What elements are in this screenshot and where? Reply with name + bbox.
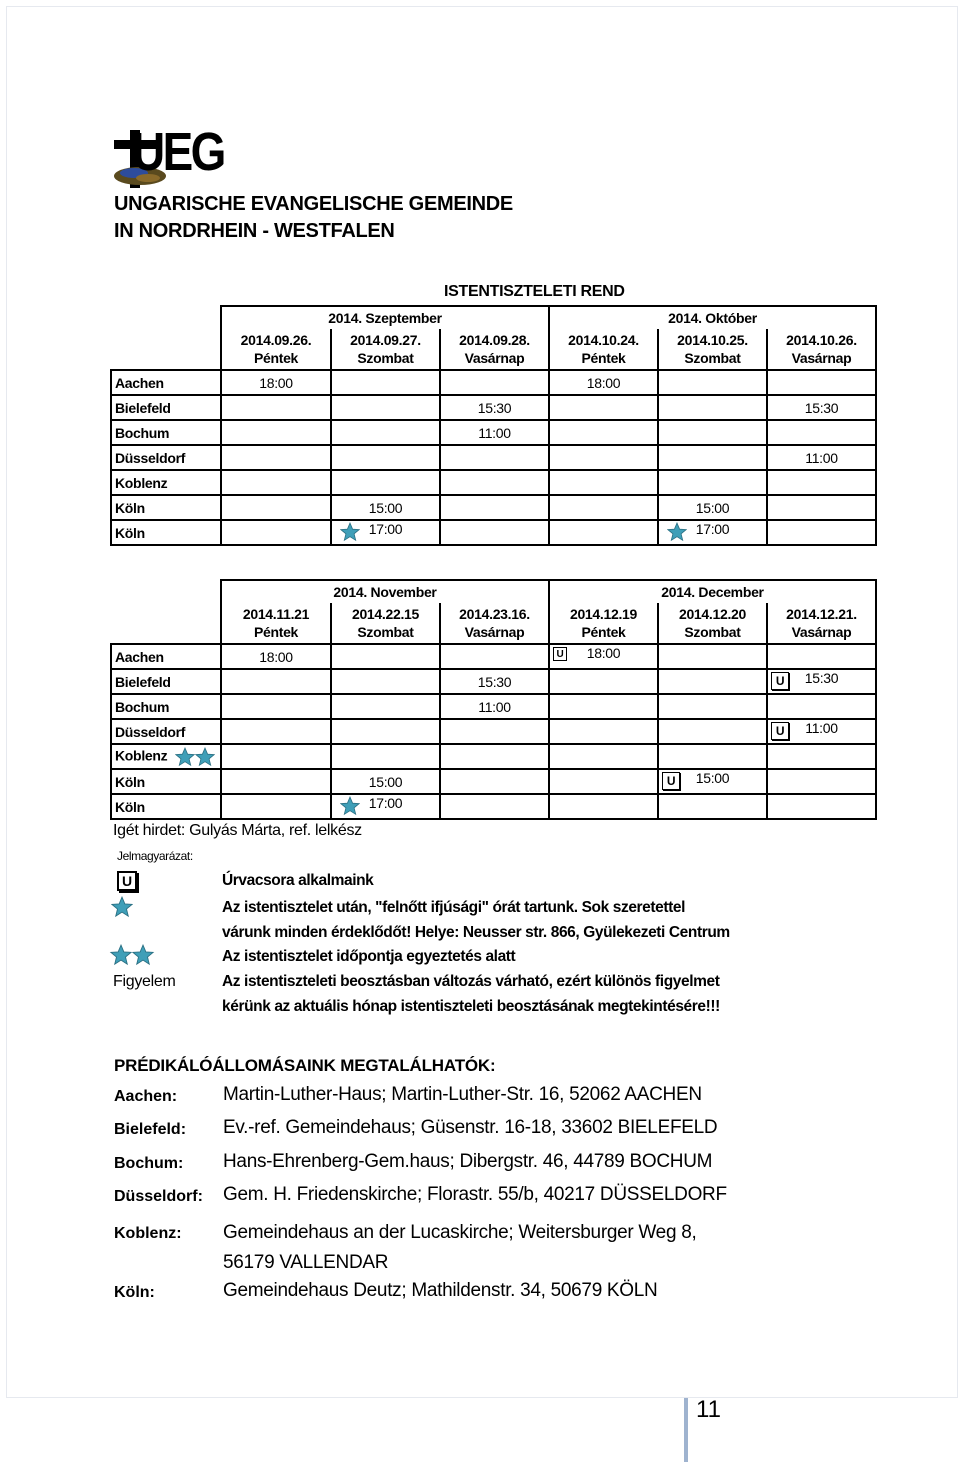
- time-value: 17:00: [368, 795, 403, 811]
- time-cell: [549, 794, 658, 819]
- time-cell: [440, 445, 549, 470]
- location-cell: Düsseldorf: [111, 719, 221, 744]
- time-cell: 15:30: [767, 395, 876, 420]
- location-cell: Bochum: [111, 420, 221, 445]
- location-cell: Köln: [111, 769, 221, 794]
- time-value: 15:30: [804, 670, 839, 686]
- communion-icon: U: [771, 722, 789, 740]
- time-cell: [767, 644, 876, 669]
- time-cell: [440, 744, 549, 769]
- table-row: [111, 395, 876, 420]
- time-cell: [658, 470, 767, 495]
- time-value: 15:00: [695, 770, 730, 786]
- location-cell: Köln: [111, 495, 221, 520]
- date-header: 2014.22.15 Szombat: [331, 603, 440, 644]
- time-cell: [549, 769, 658, 794]
- time-cell: [221, 794, 331, 819]
- time-cell: [221, 669, 331, 694]
- time-cell: [221, 395, 331, 420]
- address-text: Ev.-ref. Gemeindehaus; Güsenstr. 16-18, 33602 BIELEFELD: [223, 1117, 718, 1138]
- address-text: Gem. H. Friedenskirche; Florastr. 55/b, 40217 DÜSSELDORF: [223, 1184, 727, 1205]
- time-cell: 11:00: [440, 694, 549, 719]
- date-header: 2014.12.19 Péntek: [549, 603, 658, 644]
- time-cell: [221, 420, 331, 445]
- time-cell: [549, 669, 658, 694]
- date-header: 2014.12.21. Vasárnap: [767, 603, 876, 644]
- time-cell: [331, 694, 440, 719]
- time-cell: [440, 794, 549, 819]
- time-cell: [658, 420, 767, 445]
- time-cell: [331, 420, 440, 445]
- time-value: 18:00: [586, 645, 621, 661]
- org-name-line2: IN NORDRHEIN - WESTFALEN: [114, 220, 395, 242]
- time-cell: [549, 395, 658, 420]
- time-cell: [767, 769, 876, 794]
- table-row: [111, 470, 876, 495]
- date-header: 2014.10.25. Szombat: [658, 329, 767, 370]
- table-row: [111, 370, 876, 395]
- table-row: [111, 420, 876, 445]
- month-header: 2014. Szeptember: [221, 306, 549, 329]
- time-cell: 18:00: [549, 370, 658, 395]
- address-city: Bochum:: [114, 1155, 184, 1172]
- time-cell: [331, 644, 440, 669]
- attention-line1: Az istentiszteleti beosztásban változás várható, ezért különös figyelmet: [222, 973, 720, 990]
- time-cell: [549, 445, 658, 470]
- table-row: [111, 644, 876, 669]
- time-cell: [549, 495, 658, 520]
- time-cell: [658, 395, 767, 420]
- address-text: Martin-Luther-Haus; Martin-Luther-Str. 16, 52062 AACHEN: [223, 1084, 702, 1105]
- time-cell: [767, 495, 876, 520]
- time-cell-starred: [658, 520, 767, 545]
- star-icon: [667, 522, 687, 542]
- time-cell: [440, 495, 549, 520]
- time-value: 17:00: [695, 521, 730, 537]
- table-row: [111, 769, 876, 794]
- table-row: [111, 719, 876, 744]
- time-value: 11:00: [805, 720, 838, 736]
- address-city: Düsseldorf:: [114, 1188, 203, 1205]
- time-cell: [221, 495, 331, 520]
- time-cell: [331, 395, 440, 420]
- page-number-bar: [684, 1398, 688, 1462]
- time-cell: [221, 744, 331, 769]
- legend-star-line2: várunk minden érdeklődőt! Helye: Neusser str. 866, Gyülekezeti Centrum: [222, 924, 730, 941]
- time-cell: [331, 719, 440, 744]
- time-cell: [331, 370, 440, 395]
- time-cell: [549, 744, 658, 769]
- page-number: 11: [696, 1396, 721, 1423]
- time-cell: 15:30: [440, 669, 549, 694]
- time-cell: [221, 694, 331, 719]
- time-cell: 15:00: [331, 769, 440, 794]
- attention-line2: kérünk az aktuális hónap istentiszteleti beosztásának megtekintésére!!!: [222, 998, 720, 1015]
- time-cell: [331, 669, 440, 694]
- star-legend-icon: [111, 896, 133, 918]
- time-cell: [440, 719, 549, 744]
- time-cell: [440, 470, 549, 495]
- time-cell: [767, 420, 876, 445]
- address-city: Köln:: [114, 1284, 155, 1301]
- time-cell: [331, 470, 440, 495]
- location-cell: Bielefeld: [111, 395, 221, 420]
- table-row: [111, 520, 876, 545]
- date-header: 2014.09.27. Szombat: [331, 329, 440, 370]
- date-header: 2014.11.21 Péntek: [221, 603, 331, 644]
- time-cell: [331, 445, 440, 470]
- location-cell: Aachen: [111, 644, 221, 669]
- time-cell-communion: [549, 644, 658, 669]
- location-cell: Köln: [111, 794, 221, 819]
- date-header: 2014.09.26. Péntek: [221, 329, 331, 370]
- time-cell-starred: [331, 520, 440, 545]
- time-cell-communion: [767, 669, 876, 694]
- schedule-table-sep-oct: [110, 305, 877, 546]
- time-cell: 18:00: [221, 370, 331, 395]
- time-cell: [331, 744, 440, 769]
- time-cell: [221, 445, 331, 470]
- time-cell: [658, 744, 767, 769]
- logo-text: UEG: [132, 122, 224, 182]
- star-icon: [340, 796, 360, 816]
- table-row: [111, 744, 876, 769]
- month-header: 2014. Október: [549, 306, 876, 329]
- time-cell: 11:00: [767, 445, 876, 470]
- time-cell: [221, 719, 331, 744]
- address-text: Hans-Ehrenberg-Gem.haus; Dibergstr. 46, 44789 BOCHUM: [223, 1151, 713, 1172]
- table-row: [111, 794, 876, 819]
- communion-legend-icon: U: [117, 871, 137, 891]
- date-header: 2014.23.16. Vasárnap: [440, 603, 549, 644]
- schedule-table-nov-dec: [110, 579, 877, 820]
- time-cell: [549, 420, 658, 445]
- time-cell: [658, 669, 767, 694]
- time-cell: [440, 520, 549, 545]
- legend-star-line1: Az istentisztelet után, "felnőtt ifjúsági" órát tartunk. Sok szeretettel: [222, 899, 686, 916]
- time-cell: [221, 769, 331, 794]
- communion-icon: U: [771, 672, 789, 690]
- time-cell: 11:00: [440, 420, 549, 445]
- legend-double-star-text: Az istentisztelet időpontja egyeztetés alatt: [222, 948, 516, 965]
- addresses-heading: PRÉDIKÁLÓÁLLOMÁSAINK MEGTALÁLHATÓK:: [114, 1056, 496, 1075]
- time-cell: 18:00: [221, 644, 331, 669]
- time-cell: [549, 694, 658, 719]
- time-cell: [440, 370, 549, 395]
- time-cell: [767, 694, 876, 719]
- time-cell: [767, 370, 876, 395]
- time-cell-communion: [658, 769, 767, 794]
- legend-communion-text: Úrvacsora alkalmaink: [222, 872, 374, 889]
- time-cell: 15:00: [658, 495, 767, 520]
- location-cell: Koblenz: [111, 744, 221, 769]
- time-cell: 15:30: [440, 395, 549, 420]
- time-cell: [440, 769, 549, 794]
- communion-icon: U: [662, 772, 680, 790]
- location-cell: Aachen: [111, 370, 221, 395]
- location-cell: Bochum: [111, 694, 221, 719]
- address-text: Gemeindehaus Deutz; Mathildenstr. 34, 50679 KÖLN: [223, 1280, 658, 1301]
- attention-label: Figyelem: [113, 973, 176, 990]
- time-cell: [221, 520, 331, 545]
- location-cell: Köln: [111, 520, 221, 545]
- time-cell: [658, 445, 767, 470]
- time-cell: [767, 520, 876, 545]
- time-cell: [767, 470, 876, 495]
- date-header: 2014.12.20 Szombat: [658, 603, 767, 644]
- month-header: 2014. December: [549, 580, 876, 603]
- table-row: [111, 694, 876, 719]
- time-cell: [549, 719, 658, 744]
- time-cell: 15:00: [331, 495, 440, 520]
- time-cell: [658, 719, 767, 744]
- address-city: Bielefeld:: [114, 1121, 187, 1138]
- legend-heading: Jelmagyarázat:: [117, 849, 193, 863]
- address-text: Gemeindehaus an der Lucaskirche; Weitersburger Weg 8,: [223, 1222, 697, 1243]
- time-cell: [767, 744, 876, 769]
- date-header: 2014.10.24. Péntek: [549, 329, 658, 370]
- time-cell: [658, 794, 767, 819]
- month-header: 2014. November: [221, 580, 549, 603]
- location-cell: Bielefeld: [111, 669, 221, 694]
- time-cell: [767, 794, 876, 819]
- address-city: Koblenz:: [114, 1225, 182, 1242]
- schedule-title: ISTENTISZTELETI REND: [444, 283, 625, 300]
- communion-icon: U: [553, 647, 567, 661]
- date-header: 2014.09.28. Vasárnap: [440, 329, 549, 370]
- table-row: [111, 669, 876, 694]
- time-value: 17:00: [368, 521, 403, 537]
- time-cell-communion: [767, 719, 876, 744]
- time-cell: [549, 470, 658, 495]
- address-city: Aachen:: [114, 1088, 178, 1105]
- preacher-line: Igét hirdet: Gulyás Márta, ref. lelkész: [113, 822, 362, 839]
- date-header: 2014.10.26. Vasárnap: [767, 329, 876, 370]
- org-name-line1: UNGARISCHE EVANGELISCHE GEMEINDE: [114, 193, 513, 215]
- time-cell: [221, 470, 331, 495]
- time-cell: [658, 644, 767, 669]
- time-cell: [549, 520, 658, 545]
- star-icon: [340, 522, 360, 542]
- time-cell: [658, 694, 767, 719]
- location-cell: Koblenz: [111, 470, 221, 495]
- location-cell: Düsseldorf: [111, 445, 221, 470]
- time-cell-starred: [331, 794, 440, 819]
- table-row: [111, 445, 876, 470]
- table-row: [111, 495, 876, 520]
- address-text-continued: 56179 VALLENDAR: [223, 1252, 389, 1273]
- time-cell: [440, 644, 549, 669]
- double-star-legend-icon: [109, 944, 155, 966]
- double-star-icon: [175, 747, 215, 767]
- time-cell: [658, 370, 767, 395]
